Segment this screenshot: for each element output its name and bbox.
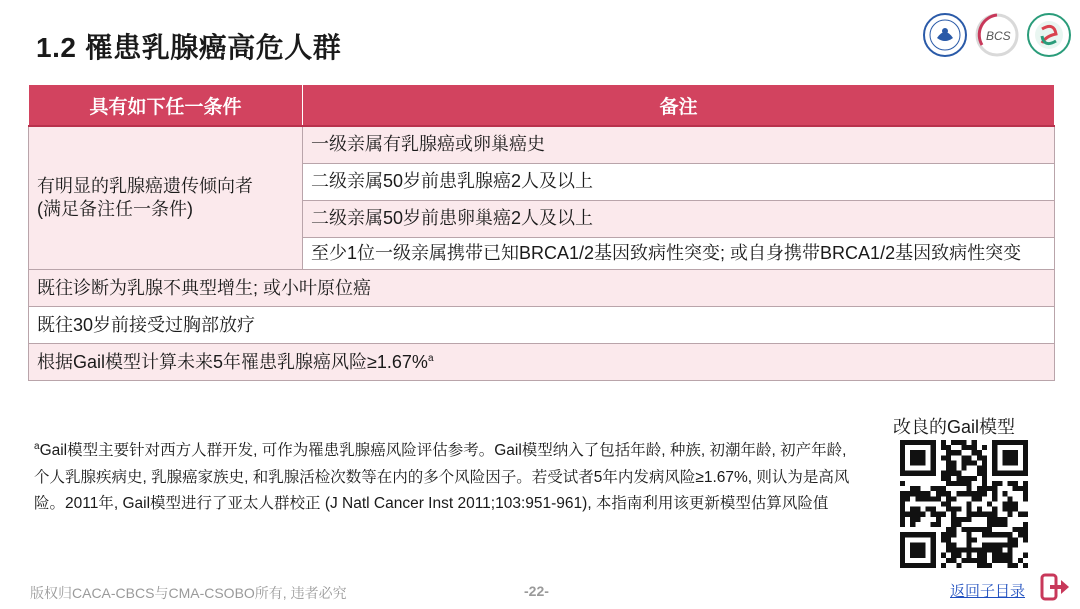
qr-code-icon[interactable] bbox=[900, 440, 1028, 568]
note-cell: 二级亲属50岁前患乳腺癌2人及以上 bbox=[303, 164, 1055, 201]
footnote-text: Gail模型主要针对西方人群开发, 可作为罹患乳腺癌风险评估参考。Gail模型纳入了包括年龄, 种族, 初潮年龄, 初产年龄, 个人乳腺疾病史, 乳腺癌家族史, 和乳腺活检次数等在内的多个风险因子。若受试者5年内发病风险≥1.67%, 则认为是高风险。2011年, Gail模型进行了亚太人群校正 (J Natl Cancer Inst 2011;103:951-961), 本指南利用该更新模型估算风险值 bbox=[34, 442, 850, 513]
bcs-logo-icon bbox=[974, 12, 1020, 58]
condition-cell: 既往30岁前接受过胸部放疗 bbox=[29, 307, 1055, 344]
caca-logo-icon bbox=[922, 12, 968, 58]
footnote bbox=[34, 438, 864, 518]
high-risk-table bbox=[28, 84, 1055, 381]
table-row bbox=[29, 126, 1055, 164]
table-row bbox=[29, 344, 1055, 381]
svg-text:BCS: BCS bbox=[986, 29, 1011, 43]
table-row bbox=[29, 307, 1055, 344]
group-label-line2: (满足备注任一条件) bbox=[37, 199, 193, 220]
gail-condition-text: 根据Gail模型计算未来5年罹患乳腺癌风险≥1.67% bbox=[37, 351, 428, 372]
group-label-cell bbox=[29, 126, 303, 270]
group-label-line1: 有明显的乳腺癌遗传倾向者 bbox=[37, 175, 253, 196]
note-cell: 二级亲属50岁前患卵巢癌2人及以上 bbox=[303, 201, 1055, 238]
page-title: 1.2 罹患乳腺癌高危人群 bbox=[36, 32, 342, 63]
note-cell: 一级亲属有乳腺癌或卵巢癌史 bbox=[303, 126, 1055, 164]
condition-cell-gail bbox=[29, 344, 1055, 381]
copyright-text: 版权归CACA-CBCS与CMA-CSOBO所有, 违者必究 bbox=[30, 585, 347, 601]
footnote-marker: a bbox=[34, 441, 40, 452]
logo-bar bbox=[922, 12, 1072, 58]
csobo-logo-icon bbox=[1026, 12, 1072, 58]
back-to-subdirectory-link[interactable]: 返回子目录 bbox=[950, 583, 1026, 600]
page-number: -22- bbox=[524, 583, 549, 599]
footnote-ref: a bbox=[427, 352, 434, 364]
header-notes: 备注 bbox=[303, 85, 1055, 127]
condition-cell: 既往诊断为乳腺不典型增生; 或小叶原位癌 bbox=[29, 270, 1055, 307]
return-arrow-icon[interactable] bbox=[1040, 572, 1072, 602]
table-header-row bbox=[29, 85, 1055, 127]
table-row bbox=[29, 270, 1055, 307]
note-cell: 至少1位一级亲属携带已知BRCA1/2基因致病性突变; 或自身携带BRCA1/2基因致病性突变 bbox=[303, 238, 1055, 270]
qr-label: 改良的Gail模型 bbox=[893, 417, 1016, 437]
header-condition: 具有如下任一条件 bbox=[29, 85, 303, 127]
